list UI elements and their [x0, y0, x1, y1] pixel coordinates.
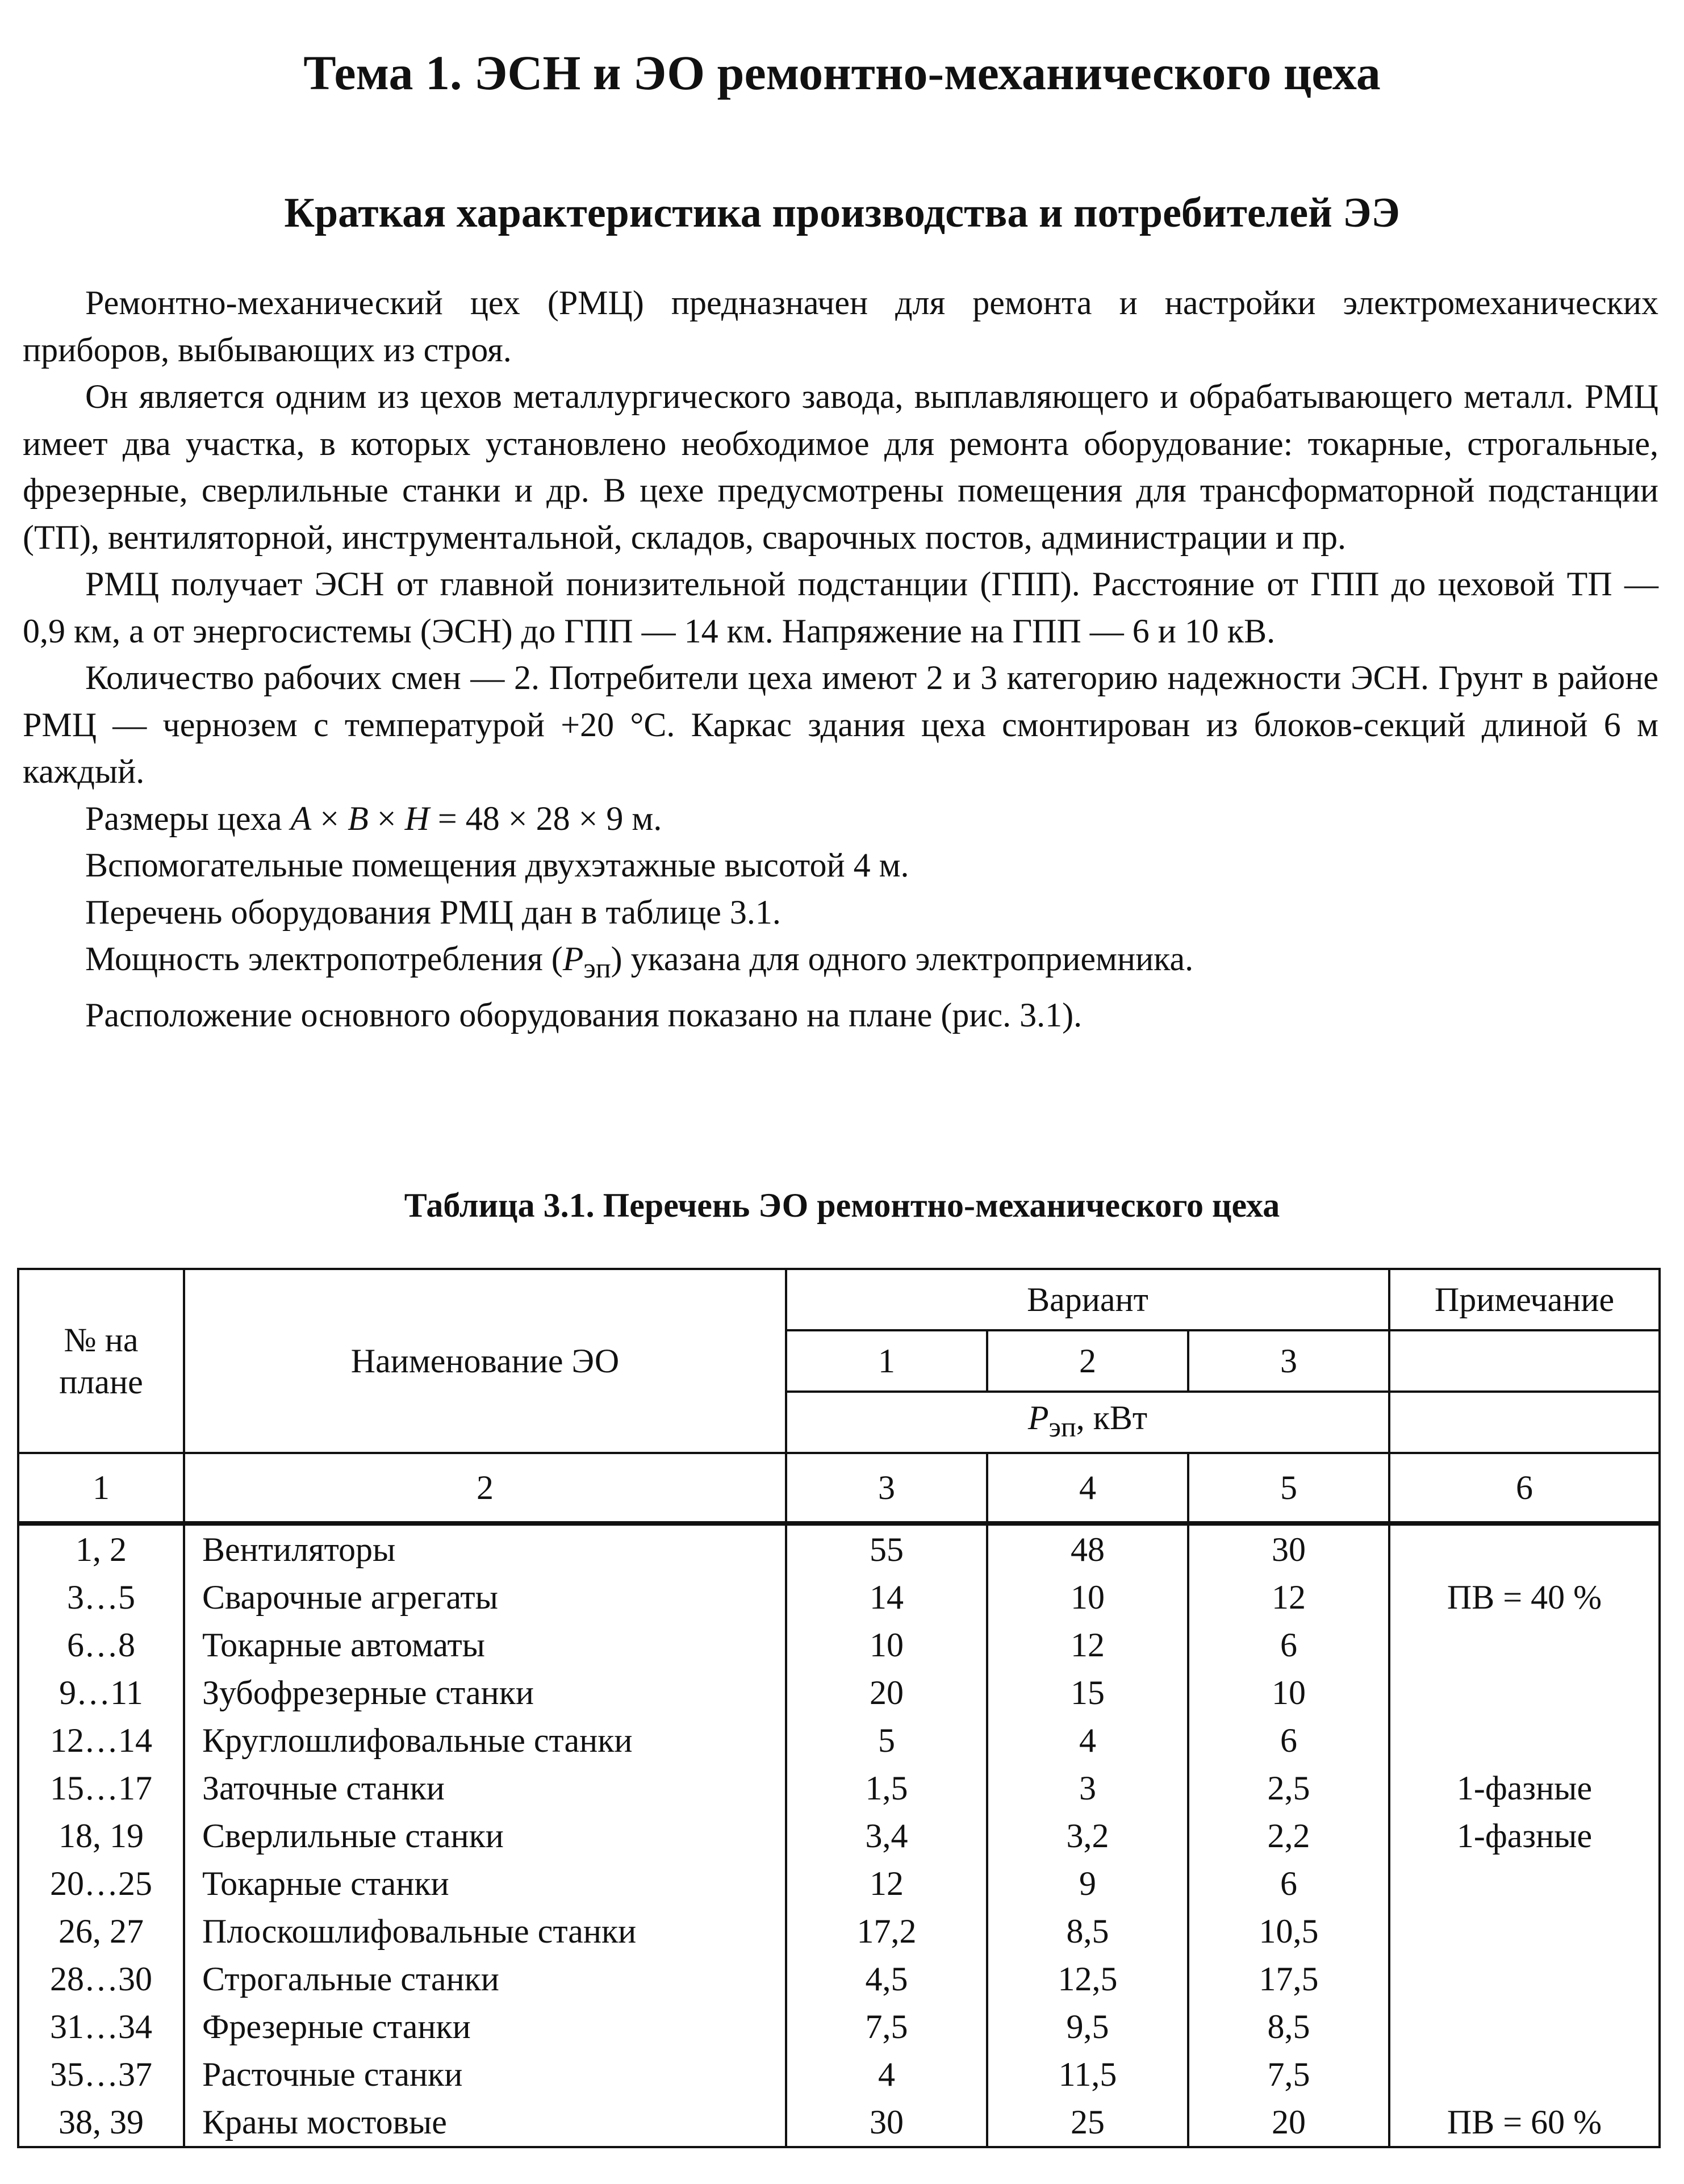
- table-row: [18, 1860, 1660, 1907]
- table-row: [18, 1717, 1660, 1764]
- cell-equipment-name: Заточные станки: [184, 1764, 786, 1812]
- cell-variant-2: 9: [987, 1860, 1188, 1907]
- header-equipment-name: Наименование ЭО: [184, 1269, 786, 1453]
- line-power-consumption: [23, 936, 1658, 992]
- cell-variant-2: 12,5: [987, 1955, 1188, 2003]
- cell-note: 1-фазные: [1389, 1764, 1660, 1812]
- cell-equipment-name: Вентиляторы: [184, 1523, 786, 1573]
- header-variant-2: 2: [987, 1330, 1188, 1392]
- column-number: 4: [987, 1453, 1188, 1523]
- cell-plan-number: 6…8: [18, 1621, 184, 1669]
- header-note: Примечание: [1389, 1269, 1660, 1330]
- cell-equipment-name: Токарные автоматы: [184, 1621, 786, 1669]
- cell-note: [1389, 2003, 1660, 2051]
- cell-plan-number: 35…37: [18, 2051, 184, 2098]
- cell-variant-1: 4: [786, 2051, 987, 2098]
- cell-variant-1: 5: [786, 1717, 987, 1764]
- table-row: [18, 1812, 1660, 1860]
- cell-equipment-name: Сверлильные станки: [184, 1812, 786, 1860]
- section-subtitle: Краткая характеристика производства и потребителей ЭЭ: [284, 190, 1400, 236]
- cell-equipment-name: Строгальные станки: [184, 1955, 786, 2003]
- cell-plan-number: 1, 2: [18, 1523, 184, 1573]
- power-subscript: эп: [583, 952, 611, 984]
- table-row: [18, 2098, 1660, 2147]
- table-caption: Таблица 3.1. Перечень ЭО ремонтно-механического цеха: [404, 1187, 1280, 1224]
- cell-plan-number: 28…30: [18, 1955, 184, 2003]
- cell-variant-3: 6: [1188, 1621, 1389, 1669]
- table-row: [18, 1669, 1660, 1717]
- cell-note: [1389, 1907, 1660, 1955]
- cell-note: ПВ = 60 %: [1389, 2098, 1660, 2147]
- cell-plan-number: 31…34: [18, 2003, 184, 2051]
- table-row: [18, 1573, 1660, 1621]
- table-body: [18, 1523, 1660, 2147]
- dims-prefix: Размеры цеха: [85, 799, 291, 837]
- page-title: Тема 1. ЭСН и ЭО ремонтно-механического цеха: [303, 45, 1381, 100]
- column-number: 6: [1389, 1453, 1660, 1523]
- cell-equipment-name: Краны мостовые: [184, 2098, 786, 2147]
- cell-variant-3: 6: [1188, 1860, 1389, 1907]
- cell-note: [1389, 1669, 1660, 1717]
- dims-x1: ×: [311, 799, 348, 837]
- cell-variant-2: 25: [987, 2098, 1188, 2147]
- equipment-table: [17, 1268, 1661, 2148]
- cell-variant-2: 10: [987, 1573, 1188, 1621]
- cell-equipment-name: Фрезерные станки: [184, 2003, 786, 2051]
- power-prefix: Мощность электропотребления (: [85, 940, 563, 978]
- cell-variant-2: 12: [987, 1621, 1188, 1669]
- cell-variant-3: 7,5: [1188, 2051, 1389, 2098]
- dims-x2: ×: [368, 799, 405, 837]
- cell-variant-1: 12: [786, 1860, 987, 1907]
- cell-variant-2: 9,5: [987, 2003, 1188, 2051]
- cell-variant-3: 12: [1188, 1573, 1389, 1621]
- dims-h: H: [404, 799, 429, 837]
- cell-variant-2: 3,2: [987, 1812, 1188, 1860]
- table-header: [18, 1269, 1660, 1523]
- cell-variant-1: 3,4: [786, 1812, 987, 1860]
- table-row: [18, 1955, 1660, 2003]
- header-power-symbol: P: [1027, 1399, 1049, 1436]
- header-power-unit: [786, 1392, 1389, 1453]
- cell-variant-2: 8,5: [987, 1907, 1188, 1955]
- cell-variant-2: 4: [987, 1717, 1188, 1764]
- table-row: [18, 2051, 1660, 2098]
- table-row: [18, 1523, 1660, 1573]
- header-note-empty-2: [1389, 1392, 1660, 1453]
- paragraph-power-supply: РМЦ получает ЭСН от главной понизительной подстанции (ГПП). Расстояние от ГПП до цеховой ТП — 0,9 км, а от энергосистемы (ЭСН) до ГПП — 14 км. Напряжение на ГПП — 6 и 10 кВ.: [23, 565, 1658, 650]
- header-variant-3: 3: [1188, 1330, 1389, 1392]
- cell-plan-number: 3…5: [18, 1573, 184, 1621]
- cell-note: 1-фазные: [1389, 1812, 1660, 1860]
- column-number: 3: [786, 1453, 987, 1523]
- cell-variant-3: 2,2: [1188, 1812, 1389, 1860]
- cell-equipment-name: Токарные станки: [184, 1860, 786, 1907]
- cell-variant-3: 10,5: [1188, 1907, 1389, 1955]
- column-number: 5: [1188, 1453, 1389, 1523]
- header-power-unit-text: , кВт: [1076, 1399, 1148, 1436]
- header-variant: Вариант: [786, 1269, 1389, 1330]
- cell-plan-number: 26, 27: [18, 1907, 184, 1955]
- cell-variant-2: 11,5: [987, 2051, 1188, 2098]
- cell-plan-number: 18, 19: [18, 1812, 184, 1860]
- dims-b: B: [348, 799, 369, 837]
- cell-variant-2: 48: [987, 1523, 1188, 1573]
- table-row: [18, 1621, 1660, 1669]
- cell-equipment-name: Расточные станки: [184, 2051, 786, 2098]
- cell-note: [1389, 2051, 1660, 2098]
- cell-note: [1389, 1621, 1660, 1669]
- column-number: 2: [184, 1453, 786, 1523]
- cell-equipment-name: Круглошлифовальные станки: [184, 1717, 786, 1764]
- table-row: [18, 1764, 1660, 1812]
- power-suffix: ) указана для одного электроприемника.: [611, 940, 1194, 978]
- cell-equipment-name: Зубофрезерные станки: [184, 1669, 786, 1717]
- cell-plan-number: 12…14: [18, 1717, 184, 1764]
- cell-note: [1389, 1955, 1660, 2003]
- cell-plan-number: 9…11: [18, 1669, 184, 1717]
- cell-note: [1389, 1860, 1660, 1907]
- cell-plan-number: 38, 39: [18, 2098, 184, 2147]
- cell-equipment-name: Плоскошлифовальные станки: [184, 1907, 786, 1955]
- cell-variant-1: 14: [786, 1573, 987, 1621]
- paragraph-purpose: Ремонтно-механический цех (РМЦ) предназначен для ремонта и настройки электромеханических приборов, выбывающих из строя.: [23, 284, 1658, 369]
- cell-note: [1389, 1717, 1660, 1764]
- cell-variant-1: 1,5: [786, 1764, 987, 1812]
- cell-variant-1: 10: [786, 1621, 987, 1669]
- cell-variant-1: 30: [786, 2098, 987, 2147]
- line-equipment-list: Перечень оборудования РМЦ дан в таблице 3.1.: [85, 893, 781, 931]
- table-row: [18, 2003, 1660, 2051]
- cell-note: ПВ = 40 %: [1389, 1573, 1660, 1621]
- cell-variant-1: 17,2: [786, 1907, 987, 1955]
- table-row: [18, 1907, 1660, 1955]
- dims-a: A: [290, 799, 312, 837]
- cell-variant-3: 2,5: [1188, 1764, 1389, 1812]
- line-auxiliary-rooms: Вспомогательные помещения двухэтажные высотой 4 м.: [85, 846, 909, 884]
- column-number: 1: [18, 1453, 184, 1523]
- cell-equipment-name: Сварочные агрегаты: [184, 1573, 786, 1621]
- cell-variant-1: 55: [786, 1523, 987, 1573]
- cell-variant-2: 3: [987, 1764, 1188, 1812]
- line-dimensions: [23, 795, 1658, 842]
- cell-note: [1389, 1523, 1660, 1573]
- cell-variant-3: 10: [1188, 1669, 1389, 1717]
- paragraph-shifts: Количество рабочих смен — 2. Потребители цеха имеют 2 и 3 категорию надежности ЭСН. Грунт в районе РМЦ — чернозем с температурой +20 °С. Каркас здания цеха смонтирован из блоков-секций длиной 6 м каждый.: [23, 659, 1658, 790]
- cell-variant-3: 30: [1188, 1523, 1389, 1573]
- cell-plan-number: 15…17: [18, 1764, 184, 1812]
- cell-variant-1: 7,5: [786, 2003, 987, 2051]
- cell-variant-2: 15: [987, 1669, 1188, 1717]
- body-text: [23, 279, 1658, 1038]
- cell-variant-1: 4,5: [786, 1955, 987, 2003]
- header-variant-1: 1: [786, 1330, 987, 1392]
- header-note-empty: [1389, 1330, 1660, 1392]
- cell-variant-3: 8,5: [1188, 2003, 1389, 2051]
- header-plan-number: № на плане: [18, 1269, 184, 1453]
- cell-plan-number: 20…25: [18, 1860, 184, 1907]
- cell-variant-3: 6: [1188, 1717, 1389, 1764]
- line-plan: Расположение основного оборудования показано на плане (рис. 3.1).: [85, 996, 1083, 1034]
- dims-suffix: = 48 × 28 × 9 м.: [429, 799, 662, 837]
- power-symbol: P: [562, 940, 584, 978]
- paragraph-description: Он является одним из цехов металлургического завода, выплавляющего и обрабатывающего металл. РМЦ имеет два участка, в которых установлено необходимое для ремонта оборудование: токарные, строгальные, фрезерные, сверлильные станки и др. В цехе предусмотрены помещения для трансформаторной подстанции (ТП), вентиляторной, инструментальной, складов, сварочных постов, администрации и пр.: [23, 378, 1658, 556]
- cell-variant-3: 17,5: [1188, 1955, 1389, 2003]
- cell-variant-3: 20: [1188, 2098, 1389, 2147]
- cell-variant-1: 20: [786, 1669, 987, 1717]
- header-power-subscript: эп: [1048, 1411, 1076, 1443]
